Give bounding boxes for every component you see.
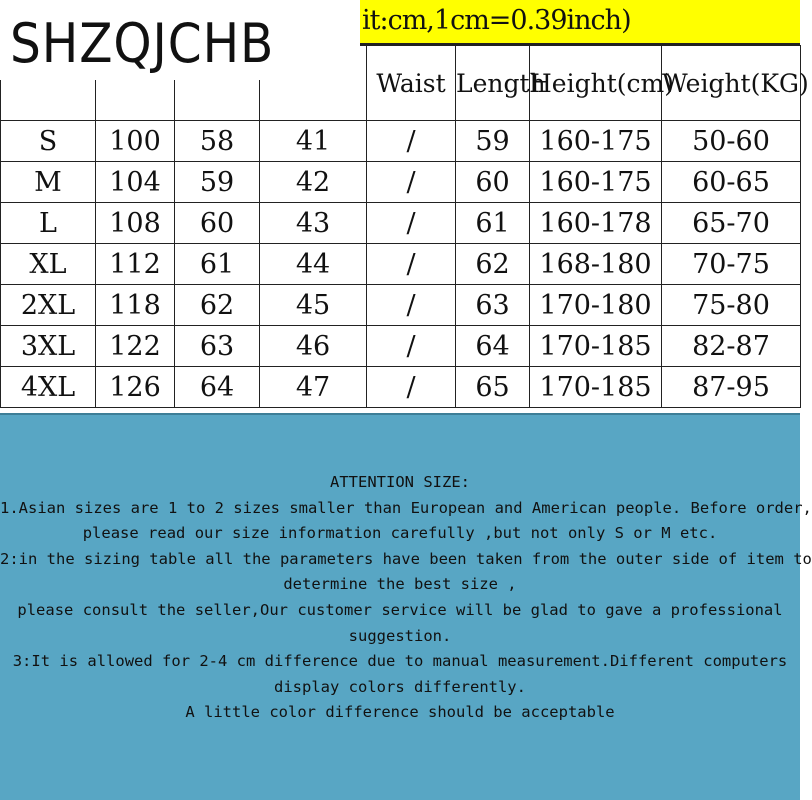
table-cell: 41 [260, 121, 367, 162]
table-cell: 118 [96, 285, 175, 326]
table-cell: 108 [96, 203, 175, 244]
table-cell: 62 [175, 285, 260, 326]
size-chart-table [0, 45, 809, 408]
table-cell: 43 [260, 203, 367, 244]
size-label-cell: 2XL [1, 285, 96, 326]
table-row [1, 326, 801, 367]
attention-line: please consult the seller,Our customer service will be glad to gave a professional [17, 600, 783, 619]
table-cell: 112 [96, 244, 175, 285]
header-weight: Weight(KG) [662, 46, 801, 121]
table-cell: 64 [175, 367, 260, 408]
table-cell: 44 [260, 244, 367, 285]
attention-line: 1.Asian sizes are 1 to 2 sizes smaller than European and American people. Before order, [0, 498, 812, 517]
table-cell: 65 [456, 367, 530, 408]
table-cell: 122 [96, 326, 175, 367]
table-cell: 170-180 [530, 285, 662, 326]
table-cell: / [367, 244, 456, 285]
size-label-cell: XL [1, 244, 96, 285]
attention-line: A little color difference should be acceptable [185, 703, 615, 722]
table-cell: 170-185 [530, 367, 662, 408]
table-cell: 45 [260, 285, 367, 326]
table-cell: / [367, 326, 456, 367]
header-waist: Waist [367, 46, 456, 121]
table-cell: 61 [175, 244, 260, 285]
size-label-cell: S [1, 121, 96, 162]
table-row [1, 203, 801, 244]
header-length-label: Length [456, 68, 546, 98]
table-cell: / [367, 121, 456, 162]
table-cell: 60 [175, 203, 260, 244]
table-row [1, 367, 801, 408]
header-length [456, 46, 546, 121]
table-cell: 87-95 [662, 367, 801, 408]
table-cell: / [367, 203, 456, 244]
attention-panel [0, 413, 812, 800]
table-cell: / [367, 162, 456, 203]
table-cell: 160-178 [530, 203, 662, 244]
table-cell: 59 [175, 162, 260, 203]
table-row [1, 244, 801, 285]
attention-line: please read our size information carefully ,but not only S or M etc. [82, 524, 718, 543]
table-cell: 60 [456, 162, 530, 203]
unit-conversion-text: it:cm,1cm=0.39inch) [362, 5, 631, 36]
size-label-cell: 3XL [1, 326, 96, 367]
table-cell: 65-70 [662, 203, 801, 244]
size-label-cell: 4XL [1, 367, 96, 408]
table-cell: 70-75 [662, 244, 801, 285]
table-cell: 62 [456, 244, 530, 285]
table-row [1, 121, 801, 162]
table-cell: 75-80 [662, 285, 801, 326]
table-cell: 100 [96, 121, 175, 162]
table-row [1, 162, 801, 203]
table-row [1, 285, 801, 326]
table-cell: 63 [175, 326, 260, 367]
table-cell: 47 [260, 367, 367, 408]
table-cell: 61 [456, 203, 530, 244]
table-cell: 46 [260, 326, 367, 367]
header-height: Height(cm) [530, 46, 662, 121]
table-cell: 59 [456, 121, 530, 162]
table-cell: 170-185 [530, 326, 662, 367]
table-cell: / [367, 367, 456, 408]
table-cell: 160-175 [530, 121, 662, 162]
attention-line: 2:in the sizing table all the parameters have been taken from the outer side of item to [0, 549, 812, 568]
table-cell: 42 [260, 162, 367, 203]
table-cell: 64 [456, 326, 530, 367]
size-label-cell: M [1, 162, 96, 203]
attention-line: determine the best size , [283, 575, 517, 594]
attention-line: suggestion. [348, 626, 452, 645]
attention-text [0, 470, 812, 726]
table-cell: 82-87 [662, 326, 801, 367]
unit-conversion-banner [360, 0, 800, 45]
brand-name: SHZQJCHB [10, 12, 275, 75]
table-cell: 126 [96, 367, 175, 408]
table-cell: 168-180 [530, 244, 662, 285]
table-cell: 60-65 [662, 162, 801, 203]
attention-line: 3:It is allowed for 2-4 cm difference due to manual measurement.Different computers [12, 652, 788, 671]
table-cell: 63 [456, 285, 530, 326]
attention-heading: ATTENTION SIZE: [330, 473, 470, 491]
table-cell: 104 [96, 162, 175, 203]
table-cell: 58 [175, 121, 260, 162]
attention-line: display colors differently. [274, 677, 526, 696]
size-label-cell: L [1, 203, 96, 244]
brand-logo [0, 0, 360, 80]
table-cell: 160-175 [530, 162, 662, 203]
table-cell: 50-60 [662, 121, 801, 162]
table-cell: / [367, 285, 456, 326]
